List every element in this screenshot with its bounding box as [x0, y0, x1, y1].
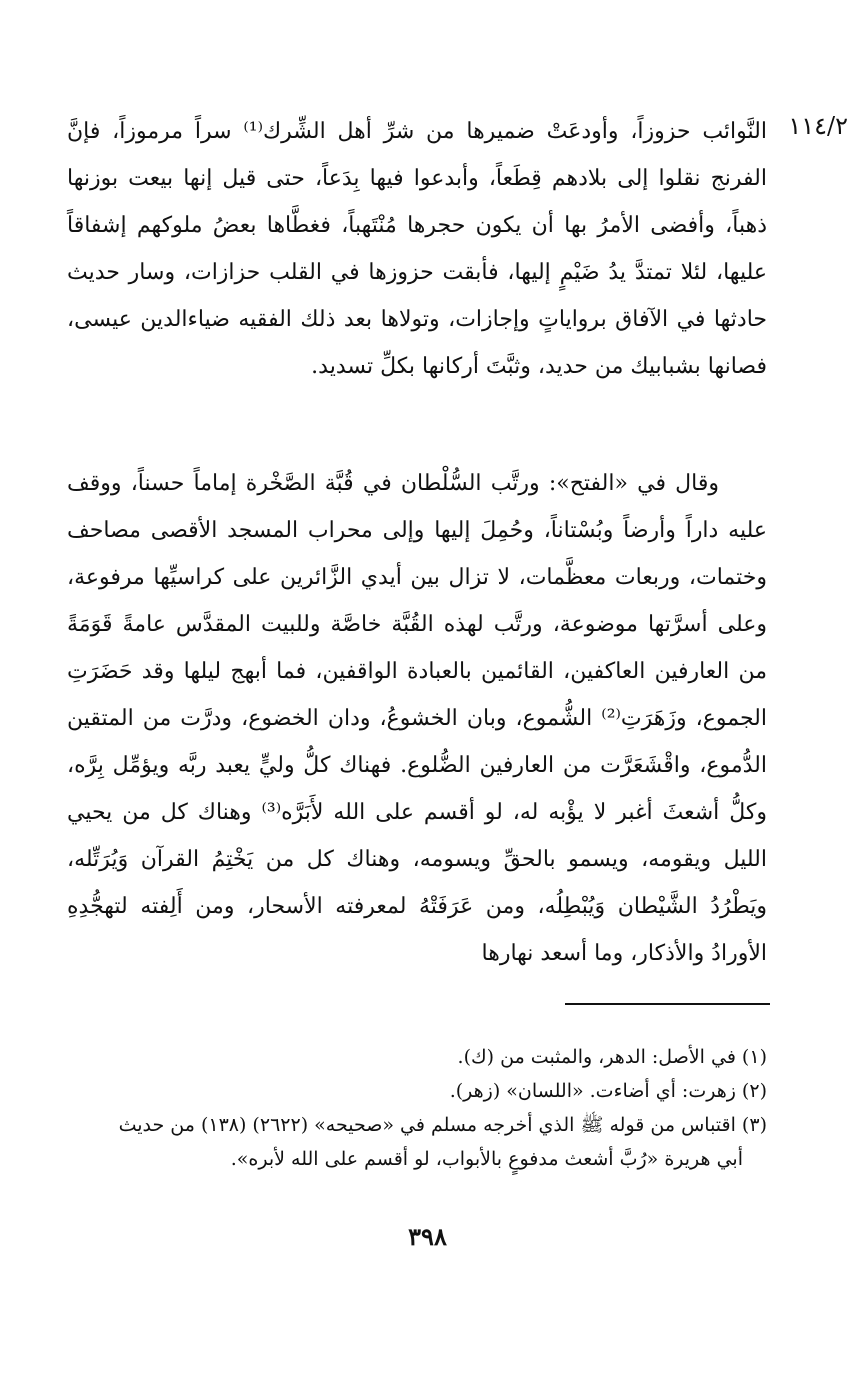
- main-text-paragraph-2: [67, 460, 767, 977]
- footnote-1: (١) في الأصل: الدهر، والمثبت من (ك).: [457, 1046, 767, 1068]
- margin-volume-page-reference: ١١٤/٢: [788, 112, 848, 140]
- footnote-3-line-2: أبي هريرة «رُبَّ أشعث مدفوعٍ بالأبواب، لو أقسم على الله لأبره».: [230, 1148, 743, 1170]
- footnote-2: (٢) زهرت: أي أضاءت. «اللسان» (زهر).: [449, 1080, 767, 1102]
- footnote-3-line-1: (٣) اقتباس من قوله ﷺ الذي أخرجه مسلم في «صحيحه» (٢٦٢٢) (١٣٨) من حديث: [118, 1114, 767, 1136]
- main-text-paragraph-1: [67, 108, 767, 390]
- page-number: ٣٩٨: [408, 1222, 447, 1251]
- paragraph-1-text: النَّوائب حزوزاً، وأودعَتْ ضميرها من شرِّ أهل الشِّرك⁽¹⁾ سراً مرموزاً، فإنَّ الفرنج نقلوا إلى بلادهم قِطَعاً، وأبدعوا فيها بِدَعاً، حتى قيل إنها بيعت بوزنها ذهباً، وأفضى الأمرُ بها أن يكون حجرها مُنْتَهباً، فغطَّاها بعضُ ملوكهم إشفاقاً عليها، لئلا تمتدَّ يدُ ضَيْمٍ إليها، فأبقت حزوزها في القلب حزازات، وسار حديث حادثها في الآفاق برواياتٍ وإجازات، وتولاها بعد ذلك الفقيه ضياءالدين عيسى، فصانها بشبابيك من حديد، وثبَّتَ أركانها بكلِّ تسديد.: [67, 119, 767, 379]
- footnote-separator-rule: [565, 1003, 770, 1005]
- paragraph-2-text: وقال في «الفتح»: ورتَّب السُّلْطان في قُبَّة الصَّخْرة إماماً حسناً، ووقف عليه داراً وأرضاً وبُسْتاناً، وحُمِلَ إليها وإلى محراب المسجد الأقصى مصاحف وختمات، وربعات معظَّمات، لا تزال بين أيدي الزَّائرين على كراسيِّها مرفوعة، وعلى أسرَّتها موضوعة، ورتَّب لهذه القُبَّة خاصَّة وللبيت المقدَّس عامةً قَوَمَةً من العارفين العاكفين، القائمين بالعبادة الواقفين، فما أبهج ليلها وقد حَضَرَتِ الجموع، وزَهَرَتِ⁽²⁾ الشُّموع، وبان الخشوعُ، ودان الخضوع، ودرَّت من المتقين الدُّموع، واقْشَعَرَّت من العارفين الضُّلوع. فهناك كلُّ وليٍّ يعبد ربَّه ويؤمِّل بِرَّه، وكلُّ أشعثَ أغبر لا يؤْبه له، لو أقسم على الله لأَبَرَّه⁽³⁾ وهناك كل من يحيي الليل ويقومه، ويسمو بالحقِّ ويسومه، وهناك كل من يَخْتِمُ القرآن وَيُرَتِّله، ويَطْرُدُ الشَّيْطان وَيُبْطِلُه، ومن عَرَفَتْهُ لمعرفته الأسحار، ومن أَلِفته لتهجُّدِهِ الأورادُ والأذكار، وما أسعد نهارها: [67, 471, 767, 966]
- footnotes-section: [67, 1040, 767, 1176]
